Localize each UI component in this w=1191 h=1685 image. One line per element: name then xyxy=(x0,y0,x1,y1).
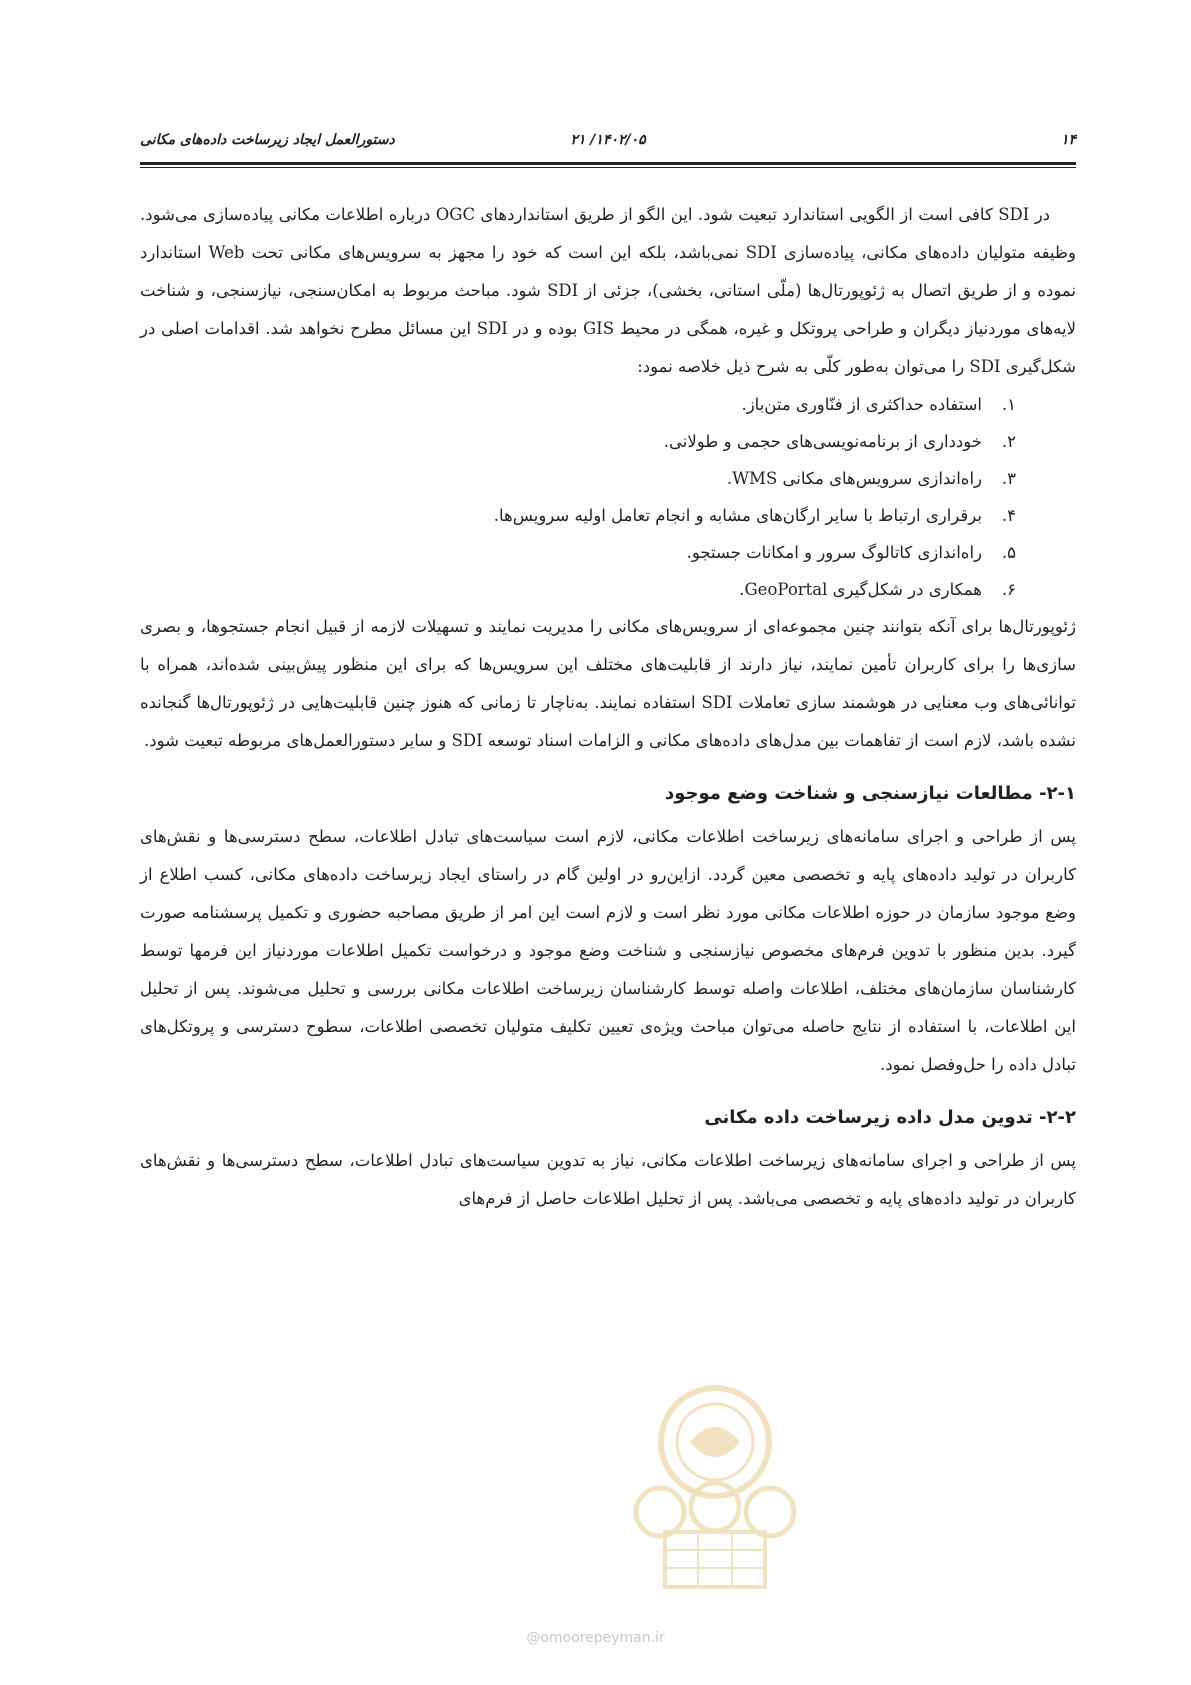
running-header xyxy=(140,128,1076,154)
list-item-number: ۴. xyxy=(1001,506,1016,525)
document-title: دستورالعمل ایجاد زیرساخت داده‌های مکانی xyxy=(140,132,395,148)
section-heading-needs-assessment: ۲-۱- مطالعات نیازسنجی و شناخت وضع موجود xyxy=(664,783,1076,804)
section-paragraph-needs-assessment: پس از طراحی و اجرای سامانه‌های زیرساخت اطلاعات مکانی، لازم است سیاست‌های تبادل اطلاعات، سطح دسترسی‌ها و نقش‌های کاربران در تولید داده‌های پایه و تخصصی معین گردد. ازاین‌رو در اولین گام در راستای ایجاد زیرساخت داده‌های مکانی، کسب اطلاع از وضع موجود سازمان در حوزه اطلاعات مکانی مورد نظر است و لازم است این امر از طریق مصاحبه حضوری و تکمیل پرسشنامه صورت گیرد. بدین منظور با تدوین فرم‌های مخصوص نیازسنجی و شناخت وضع موجود و درخواست تکمیل اطلاعات موردنیاز این فرمها توسط کارشناسان سازمان‌های مختلف، اطلاعات واصله توسط کارشناسان زیرساخت اطلاعات مکانی بررسی و تحلیل می‌شوند. پس از تحلیل این اطلاعات، با استفاده از نتایج حاصله می‌توان مباحث ویژه‌ی تعیین تکلیف متولیان تخصصی اطلاعات، سطوح دسترسی و پروتکل‌های تبادل داده را حل‌وفصل نمود. xyxy=(140,827,1076,1074)
list-item xyxy=(140,423,1016,460)
page-number: ۱۴ xyxy=(1060,132,1076,148)
list-item-number: ۶. xyxy=(1001,580,1016,599)
document-page xyxy=(140,0,1076,1685)
list-item-text: خودداری از برنامه‌نویسی‌های حجمی و طولانی. xyxy=(663,432,982,451)
list-item xyxy=(140,460,1016,497)
page-content xyxy=(140,196,1076,1218)
list-item-number: ۵. xyxy=(1001,543,1016,562)
list-item xyxy=(140,497,1016,534)
list-item-text: استفاده حداکثری از فنّاوری متن‌باز. xyxy=(741,395,982,414)
list-item xyxy=(140,534,1016,571)
geoportal-paragraph: ژئوپورتال‌ها برای آنکه بتوانند چنین مجموعه‌ای از سرویس‌های مکانی را مدیریت نمایند و تسهیلات لازمه از قبیل انجام جستجوها، و بصری سازی‌ها را برای کاربران تأمین نمایند، نیاز دارند از قابلیت‌های مختلف این سرویس‌ها که برای این منظور پیش‌بینی شده‌اند، همراه با توانائی‌های وب معنایی در هوشمند سازی تعاملات SDI استفاده نمایند. به‌ناچار تا زمانی که هنوز چنین قابلیت‌هایی در ژئوپورتال‌ها گنجانده نشده باشد، لازم است از تفاهمات بین مدل‌های داده‌های مکانی و الزامات اسناد توسعه SDI و سایر دستورالعمل‌های مربوطه تبعیت شود. xyxy=(140,617,1076,750)
section-paragraph-data-model: پس از طراحی و اجرای سامانه‌های زیرساخت اطلاعات مکانی، نیاز به تدوین سیاست‌های تبادل اطلاعات، سطح دسترسی‌ها و نقش‌های کاربران در تولید داده‌های پایه و تخصصی می‌باشد. پس از تحلیل اطلاعات حاصل از فرم‌های xyxy=(140,1151,1076,1208)
header-rule-thick xyxy=(140,162,1076,165)
list-item xyxy=(140,571,1016,608)
intro-paragraph: در SDI کافی است از الگویی استاندارد تبعیت شود. این الگو از طریق استانداردهای OGC درباره اطلاعات مکانی پیاده‌سازی می‌شود. وظیفه متولیان داده‌های مکانی، پیاده‌سازی SDI نمی‌باشد، بلکه این است که خود را مجهز به سرویس‌های مکانی تحت Web استاندارد نموده و از طریق اتصال به ژئوپورتال‌ها (ملّی استانی، بخشی)، جزئی از SDI شود. مباحث مربوط به امکان‌سنجی، نیازسنجی، و شناخت لایه‌های موردنیاز دیگران و طراحی پروتکل و غیره، همگی در محیط GIS بوده و در SDI این مسائل مطرح نخواهد شد. اقدامات اصلی در شکل‌گیری SDI را می‌توان به‌طور کلّی به شرح ذیل خلاصه نمود: xyxy=(140,205,1077,376)
list-item-text: همکاری در شکل‌گیری GeoPortal. xyxy=(739,580,982,599)
header-date: ۱۴۰۲/۰۵/ ۲۱ xyxy=(570,132,646,148)
list-item-number: ۲. xyxy=(1001,432,1016,451)
list-item-text: راه‌اندازی کاتالوگ سرور و امکانات جستجو. xyxy=(686,543,982,562)
list-item-number: ۱. xyxy=(1001,395,1016,414)
sdi-actions-list xyxy=(140,386,1076,608)
list-item-number: ۳. xyxy=(1001,469,1016,488)
list-item xyxy=(140,386,1016,423)
list-item-text: راه‌اندازی سرویس‌های مکانی WMS. xyxy=(726,469,982,488)
section-heading-data-model: ۲-۲- تدوین مدل داده زیرساخت داده مکانی xyxy=(704,1107,1076,1128)
watermark-site-text: @omoorepeyman.ir xyxy=(526,1630,665,1646)
header-rule-thin xyxy=(140,167,1076,168)
list-item-text: برقراری ارتباط با سایر ارگان‌های مشابه و انجام تعامل اولیه سرویس‌ها. xyxy=(493,506,982,525)
watermark-seal-icon xyxy=(630,1382,800,1597)
